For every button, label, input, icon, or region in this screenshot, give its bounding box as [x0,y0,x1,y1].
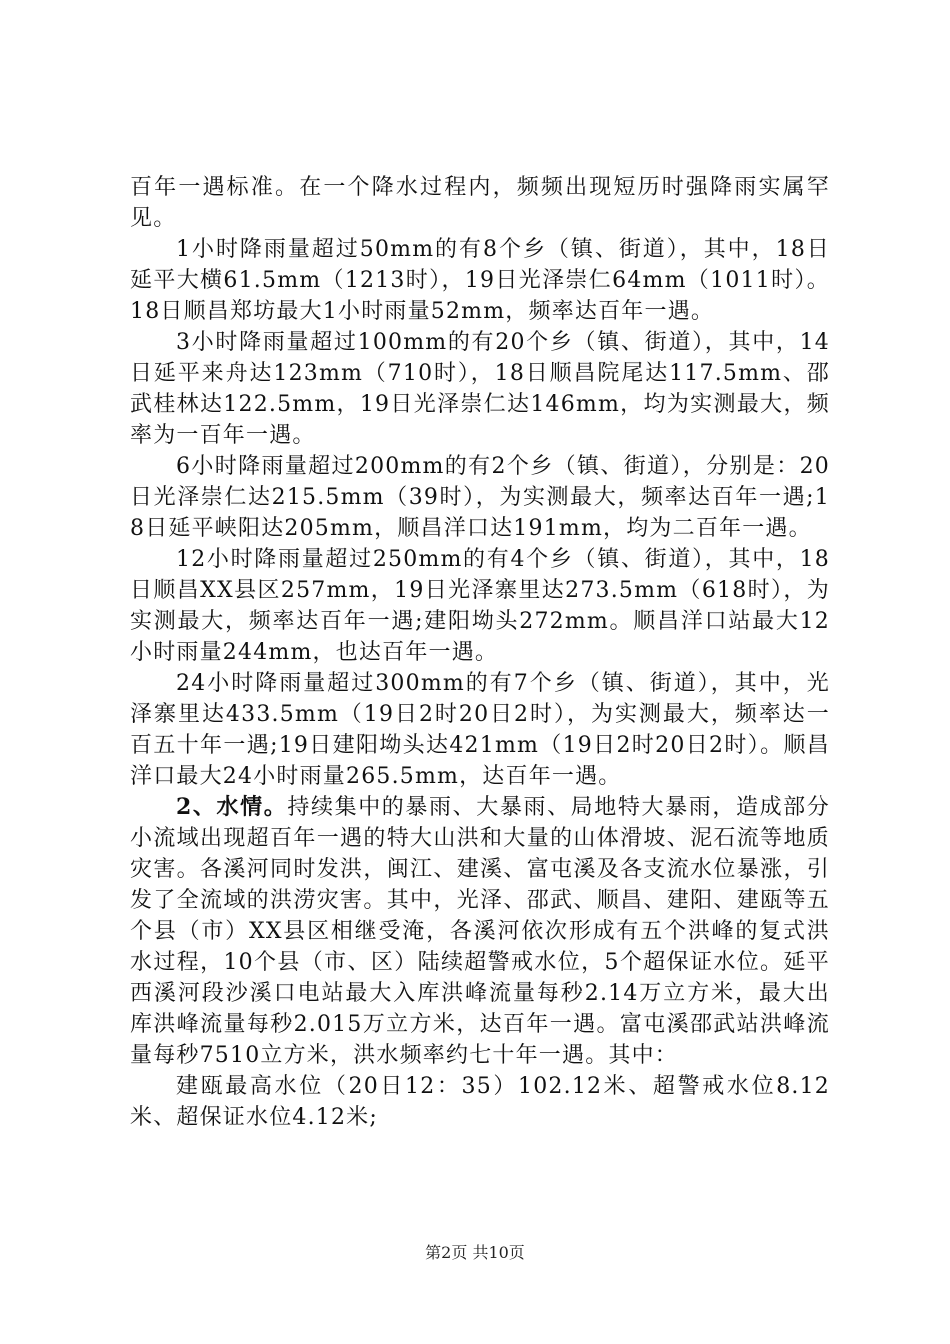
paragraph-text: 24小时降雨量超过300mm的有7个乡（镇、街道），其中，光泽寨里达433.5mm（19日2时20日2时），为实测最大，频率达一百五十年一遇;19日建阳坳头达421mm（19日2时20日2时）。顺昌洋口最大24小时雨量265.5mm，达百年一遇。 [130,671,830,789]
paragraph-text: 1小时降雨量超过50mm的有8个乡（镇、街道），其中，18日延平大横61.5mm（1213时），19日光泽崇仁64mm（1011时）。18日顺昌郑坊最大1小时雨量52mm，频率达百年一遇。 [130,237,830,324]
paragraph-3h-rainfall [130,327,830,451]
paragraph-text: 12小时降雨量超过250mm的有4个乡（镇、街道），其中，18日顺昌XX县区257mm，19日光泽寨里达273.5mm（618时），为实测最大，频率达百年一遇;建阳坳头272mm。顺昌洋口站最大12小时雨量244mm，也达百年一遇。 [130,547,830,665]
paragraph-jianou-water-level [130,1071,830,1133]
paragraph-12h-rainfall [130,544,830,668]
document-body [130,172,830,1133]
paragraph-text: 建瓯最高水位（20日12：35）102.12米、超警戒水位8.12米、超保证水位4.12米; [130,1074,830,1130]
paragraph-water-conditions [130,792,830,1071]
section-heading: 2、水情。 [176,794,288,820]
paragraph-continuation [130,172,830,234]
paragraph-text: 百年一遇标准。在一个降水过程内，频频出现短历时强降雨实属罕见。 [130,175,830,231]
paragraph-text: 3小时降雨量超过100mm的有20个乡（镇、街道），其中，14日延平来舟达123mm（710时），18日顺昌院尾达117.5mm、邵武桂林达122.5mm，19日光泽崇仁达146mm，均为实测最大，频率为一百年一遇。 [130,330,830,448]
paragraph-text: 持续集中的暴雨、大暴雨、局地特大暴雨，造成部分小流域出现超百年一遇的特大山洪和大量的山体滑坡、泥石流等地质灾害。各溪河同时发洪，闽江、建溪、富屯溪及各支流水位暴涨，引发了全流域的洪涝灾害。其中，光泽、邵武、顺昌、建阳、建瓯等五个县（市）XX县区相继受淹，各溪河依次形成有五个洪峰的复式洪水过程，10个县（市、区）陆续超警戒水位，5个超保证水位。延平西溪河段沙溪口电站最大入库洪峰流量每秒2.14万立方米，最大出库洪峰流量每秒2.015万立方米，达百年一遇。富屯溪邵武站洪峰流量每秒7510立方米，洪水频率约七十年一遇。其中： [130,795,830,1068]
paragraph-6h-rainfall [130,451,830,544]
paragraph-1h-rainfall [130,234,830,327]
paragraph-24h-rainfall [130,668,830,792]
page-footer [0,1240,950,1263]
page-number-label: 第2页 共10页 [425,1243,525,1262]
paragraph-text: 6小时降雨量超过200mm的有2个乡（镇、街道），分别是：20日光泽崇仁达215.5mm（39时），为实测最大，频率达百年一遇;18日延平峡阳达205mm，顺昌洋口达191mm，均为二百年一遇。 [130,454,830,541]
